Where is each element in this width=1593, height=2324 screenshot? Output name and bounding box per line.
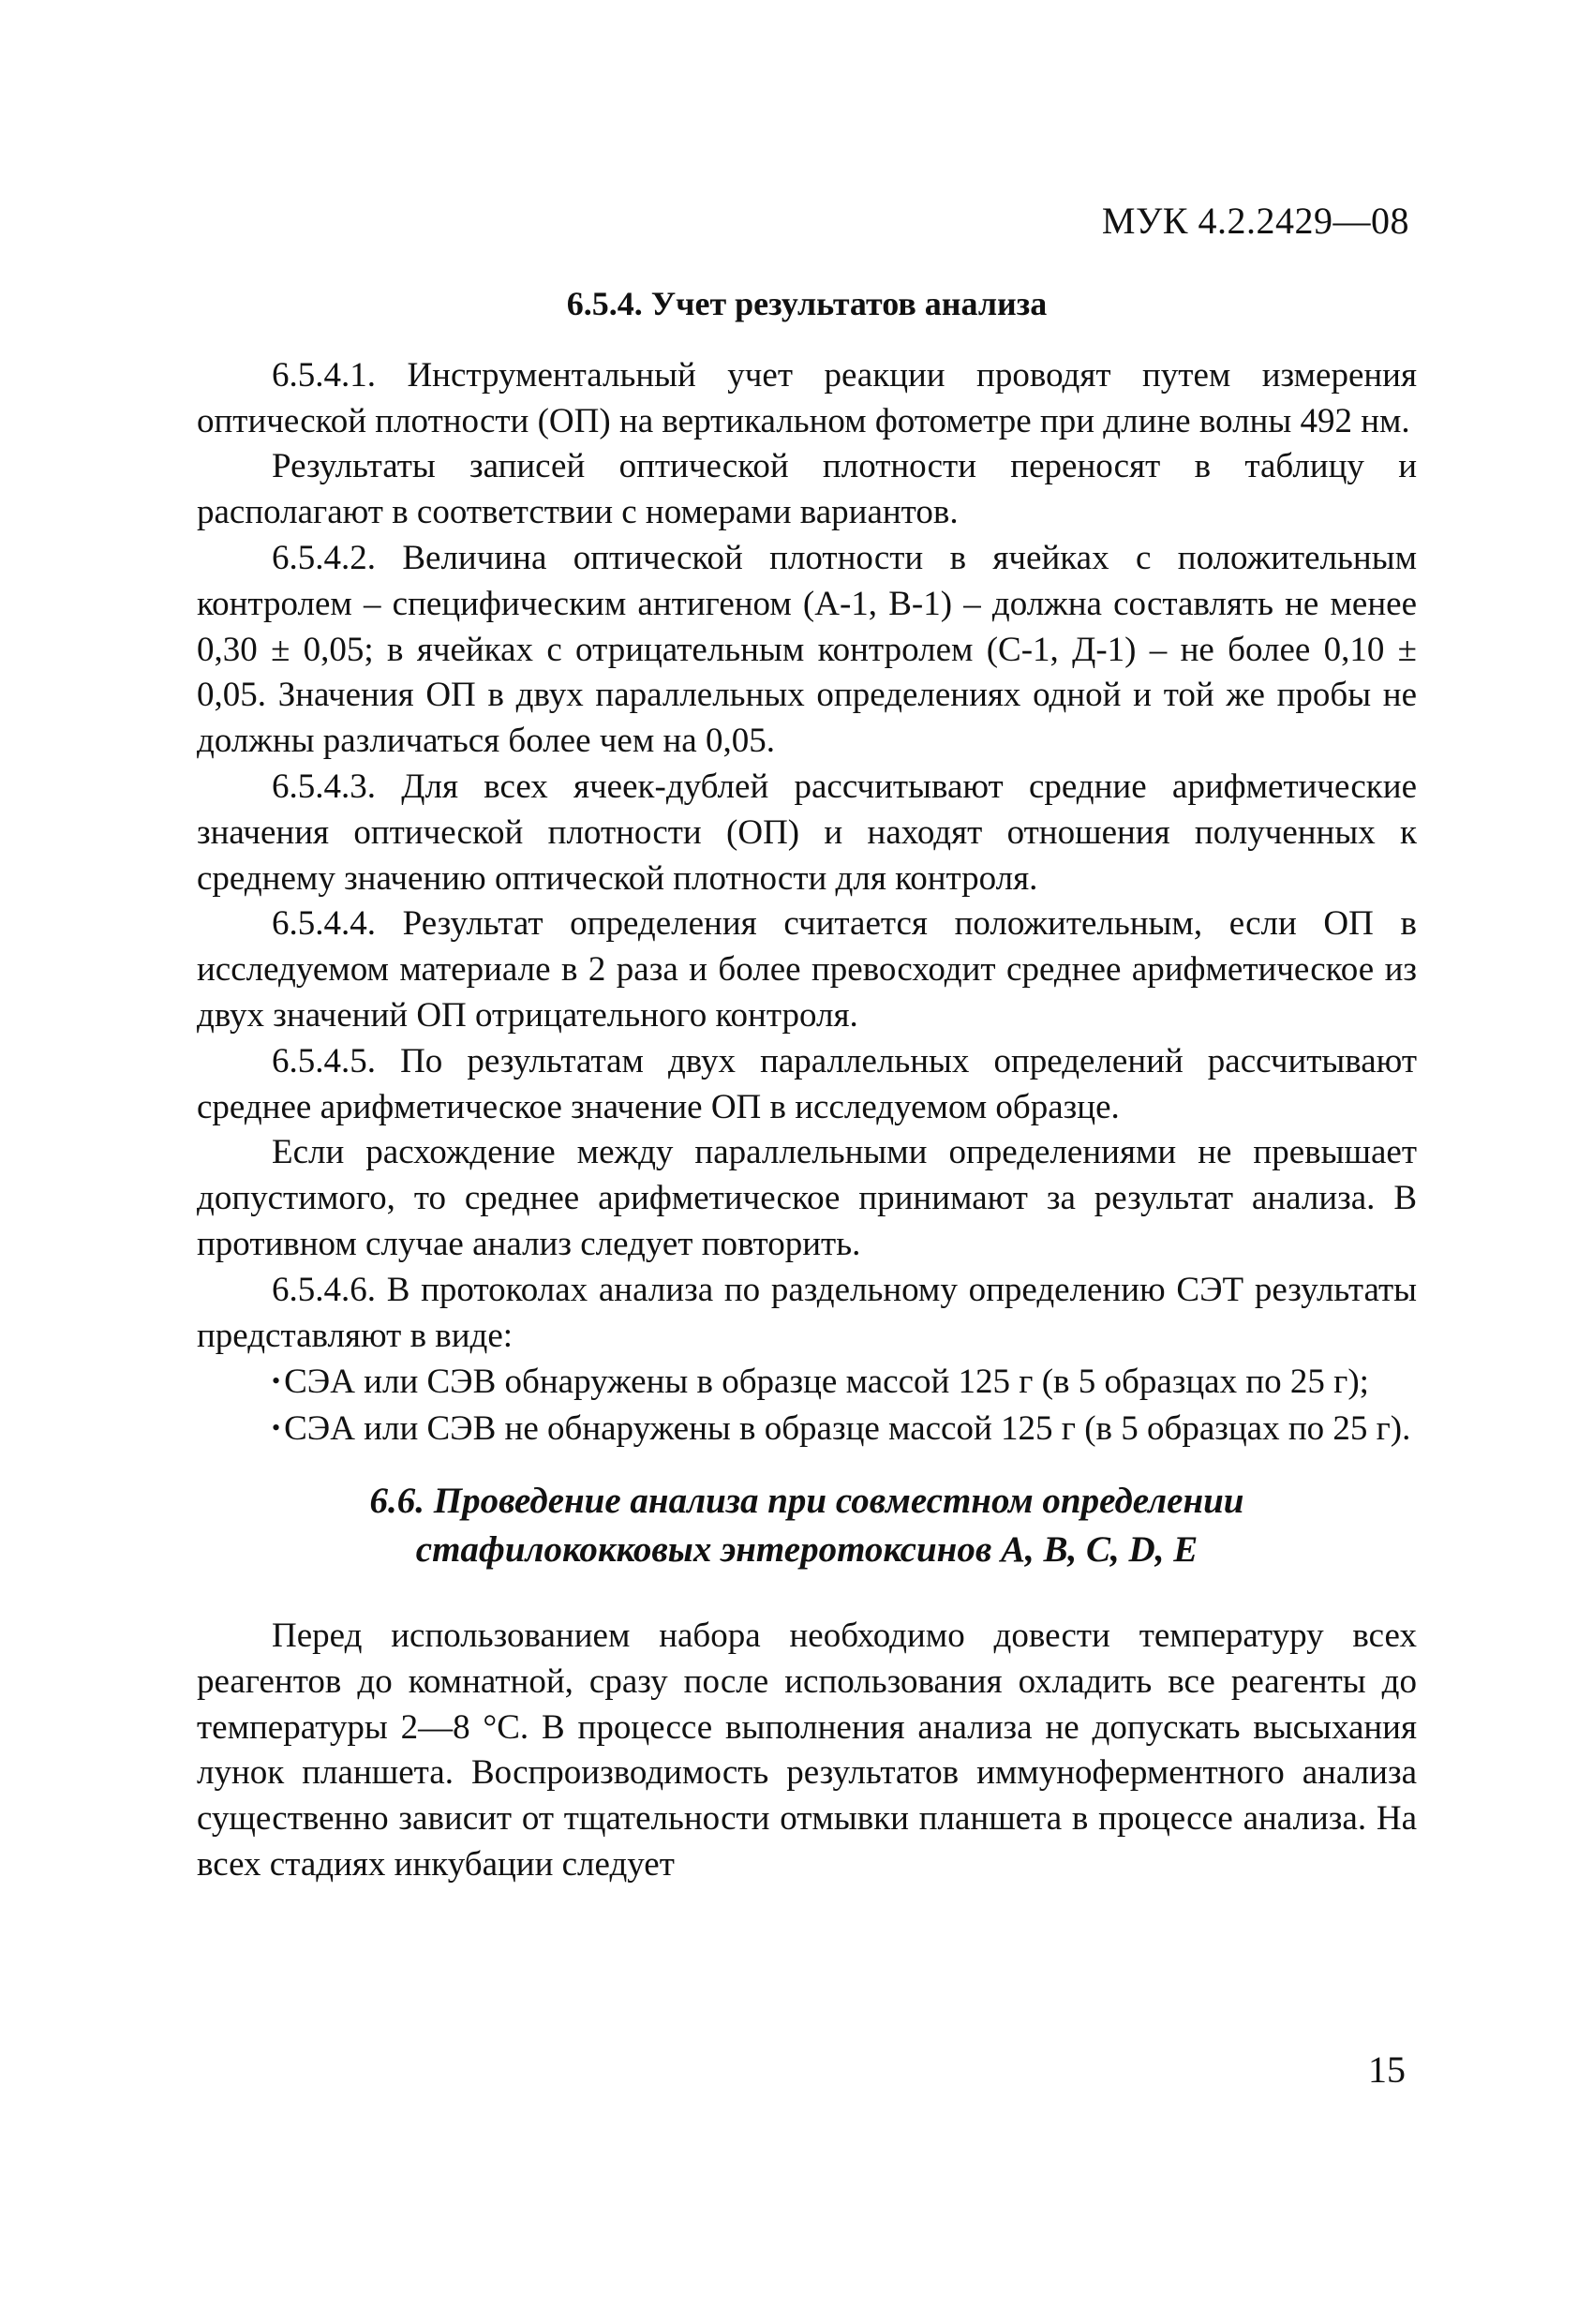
bullet-item <box>197 1359 1417 1406</box>
bullet-text: СЭА или СЭВ не обнаружены в образце массой 125 г (в 5 образцах по 25 г). <box>284 1409 1411 1449</box>
paragraph-6-5-4-4: 6.5.4.4. Результат определения считается положительным, если ОП в исследуемом материале в 2 раза и более превосходит среднее арифметическое из двух значений ОП отрицательного контроля. <box>197 904 1417 1035</box>
page-number: 15 <box>1368 2048 1406 2091</box>
paragraph-6-5-4-6: 6.5.4.6. В протоколах анализа по раздельному определению СЭТ результаты представляют в виде: <box>197 1270 1417 1355</box>
paragraph-6-5-4-3: 6.5.4.3. Для всех ячеек-дублей рассчитывают средние арифметические значения оптической плотности (ОП) и находят отношения полученных к среднему значению оптической плотности для контроля. <box>197 767 1417 898</box>
bullet-item <box>197 1406 1417 1452</box>
paragraph-6-5-4-1: 6.5.4.1. Инструментальный учет реакции проводят путем измерения оптической плотности (ОП) на вертикальном фотометре при длине волны 492 нм. <box>197 355 1417 440</box>
page-content <box>197 281 1417 1888</box>
section-heading-6-6 <box>197 1477 1417 1574</box>
paragraph-6-5-4-2: 6.5.4.2. Величина оптической плотности в ячейках с положительным контролем – специфическим антигеном (А-1, В-1) – должна составлять не менее 0,30 ± 0,05; в ячейках с отрицательным контролем (С-1, Д-1) – не более 0,10 ± 0,05. Значения ОП в двух параллельных определениях одной и той же пробы не должны различаться более чем на 0,05. <box>197 538 1417 761</box>
section-heading-6-6-line1: 6.6. Проведение анализа при совместном определении <box>369 1480 1244 1521</box>
paragraph-6-5-4-5: 6.5.4.5. По результатам двух параллельных определений рассчитывают среднее арифметическое значение ОП в исследуемом образце. <box>197 1041 1417 1126</box>
bullet-text: СЭА или СЭВ обнаружены в образце массой 125 г (в 5 образцах по 25 г); <box>284 1363 1369 1402</box>
paragraph-results-table: Результаты записей оптической плотности переносят в таблицу и располагают в соответствии с номерами вариантов. <box>197 447 1417 532</box>
document-code-header: МУК 4.2.2429—08 <box>1101 200 1409 242</box>
bullet-icon: • <box>272 1367 281 1395</box>
section-heading-6-5-4: 6.5.4. Учет результатов анализа <box>566 285 1048 322</box>
paragraph-6-6-intro: Перед использованием набора необходимо довести температуру всех реагентов до комнатной, сразу после использования охладить все реагенты до температуры 2—8 °С. В процессе выполнения анализа не допускать высыхания лунок планшета. Воспроизводимость результатов иммуноферментного анализа существенно зависит от тщательности отмывки планшета в процессе анализа. На всех стадиях инкубации следует <box>197 1616 1417 1884</box>
paragraph-discrepancy: Если расхождение между параллельными определениями не превышает допустимого, то среднее арифметическое принимают за результат анализа. В противном случае анализ следует повторить. <box>197 1133 1417 1263</box>
bullet-icon: • <box>272 1414 281 1442</box>
section-heading-6-6-line2: стафилококковых энтеротоксинов A, B, C, D, E <box>415 1528 1198 1570</box>
